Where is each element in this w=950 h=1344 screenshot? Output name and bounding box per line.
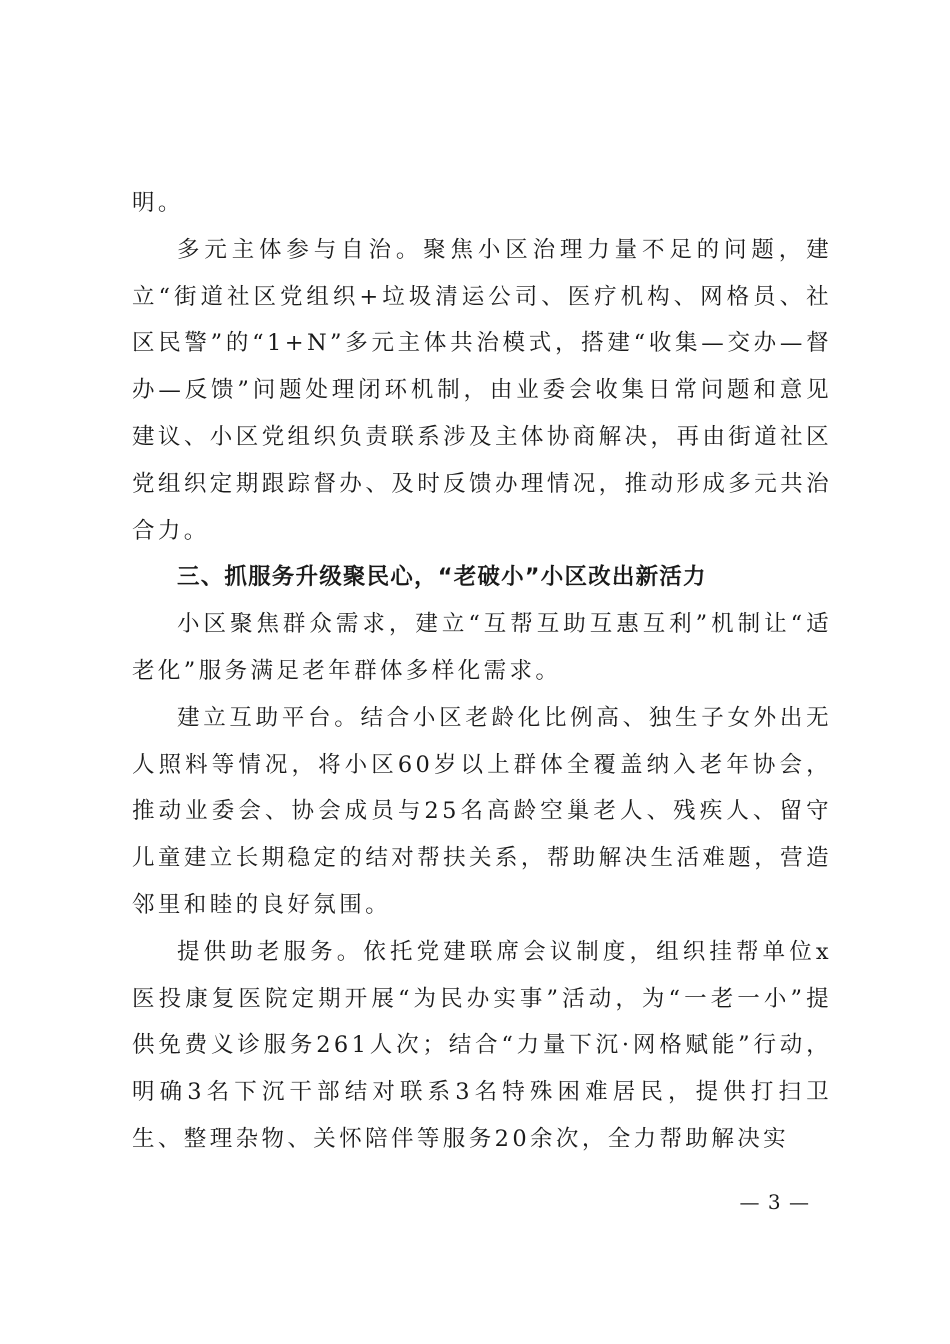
section-heading-3: 三、抓服务升级聚民心，“老破小”小区改出新活力 <box>177 564 707 591</box>
paragraph-multi-party-governance: 多元主体参与自治。聚焦小区治理力量不足的问题，建立“街道社区党组织+垃圾清运公司、医疗机构、网格员、社区民警”的“1+N”多元主体共治模式，搭建“收集—交办—督办—反馈”问题处理闭环机制，由业委会收集日常问题和意见建议、小区党组织负责联系涉及主体协商解决，再由街道社区党组织定期跟踪督办、及时反馈办理情况，推动形成多元共治合力。 <box>132 236 832 544</box>
document-body <box>132 180 832 1163</box>
page-number: — 3 — <box>739 1190 810 1214</box>
paragraph-elderly-services: 提供助老服务。依托党建联席会议制度，组织挂帮单位x医投康复医院定期开展“为民办实事”活动，为“一老一小”提供免费义诊服务261人次；结合“力量下沉·网格赋能”行动，明确3名下沉干部结对联系3名特殊困难居民，提供打扫卫生、整理杂物、关怀陪伴等服务20余次，全力帮助解决实 <box>132 938 832 1152</box>
paragraph-mutual-aid-platform: 建立互助平台。结合小区老龄化比例高、独生子女外出无人照料等情况，将小区60岁以上群体全覆盖纳入老年协会，推动业委会、协会成员与25名高龄空巢老人、残疾人、留守儿童建立长期稳定的结对帮扶关系，帮助解决生活难题，营造邻里和睦的良好氛围。 <box>132 704 832 918</box>
paragraph-section-intro: 小区聚焦群众需求，建立“互帮互助互惠互利”机制让“适老化”服务满足老年群体多样化需求。 <box>132 611 832 684</box>
paragraph-continuation: 明。 <box>132 190 184 216</box>
